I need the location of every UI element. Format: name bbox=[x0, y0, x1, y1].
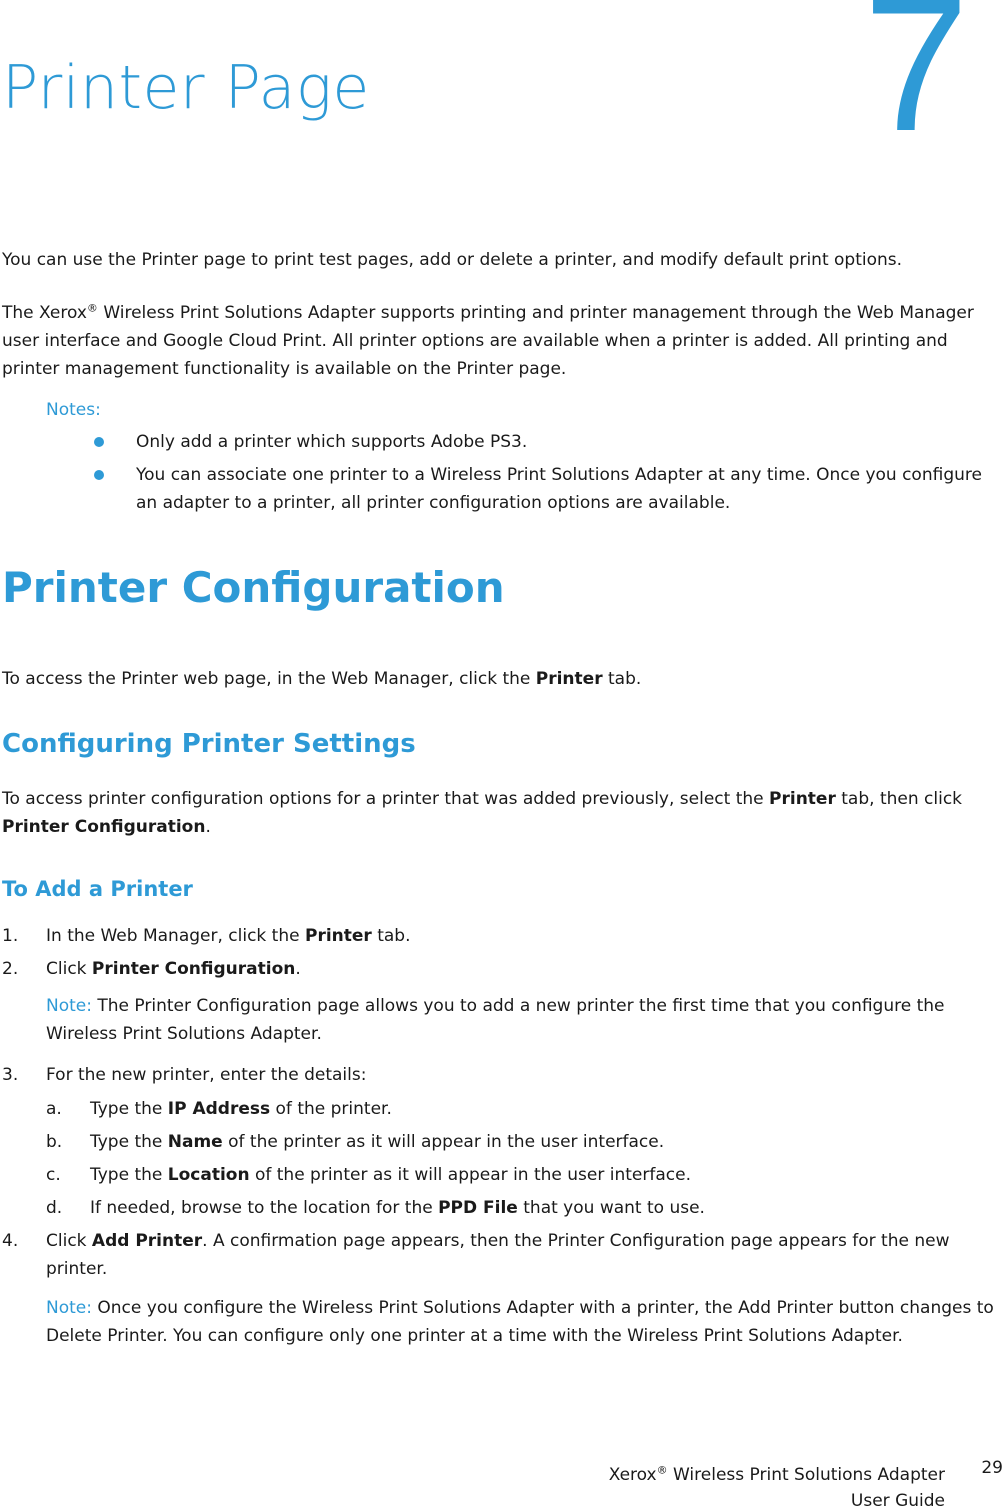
chapter-number: 7 bbox=[863, 0, 969, 171]
substep-text: Type the IP Address of the printer. bbox=[90, 1099, 392, 1119]
bullet-icon bbox=[94, 470, 104, 480]
step-note: Note: The Printer Configuration page allows you to add a new printer the first time that you configure the Wireless Print Solutions Adapter. bbox=[46, 996, 945, 1044]
substep-letter: b. bbox=[46, 1132, 63, 1152]
note-item: Only add a printer which supports Adobe PS3. bbox=[136, 432, 528, 452]
intro-paragraph-1: You can use the Printer page to print test pages, add or delete a printer, and modify default print options. bbox=[2, 250, 903, 270]
page-number: 29 bbox=[981, 1458, 1003, 1478]
step-text: Click Add Printer. A confirmation page appears, then the Printer Configuration page appears for the new printer. bbox=[46, 1231, 950, 1279]
subsection-heading-configuring-printer-settings: Configuring Printer Settings bbox=[2, 729, 416, 759]
step-text: Click Printer Configuration. bbox=[46, 959, 301, 979]
substep-letter: d. bbox=[46, 1198, 63, 1218]
chapter-title: Printer Page bbox=[2, 53, 370, 123]
substep-letter: c. bbox=[46, 1165, 61, 1185]
substep-letter: a. bbox=[46, 1099, 62, 1119]
step-number: 2. bbox=[2, 959, 19, 979]
step-number: 4. bbox=[2, 1231, 19, 1251]
step-text: For the new printer, enter the details: bbox=[46, 1065, 367, 1085]
substep-text: Type the Location of the printer as it will appear in the user interface. bbox=[90, 1165, 691, 1185]
note-item: You can associate one printer to a Wireless Print Solutions Adapter at any time. Once you configure an adapter to a printer, all printer configuration options are available. bbox=[136, 465, 982, 513]
footer-guide-line: User Guide bbox=[850, 1491, 945, 1508]
step-text: In the Web Manager, click the Printer tab. bbox=[46, 926, 411, 946]
notes-label: Notes: bbox=[46, 400, 101, 420]
footer-document-title bbox=[609, 1462, 945, 1508]
substep-text: If needed, browse to the location for the PPD File that you want to use. bbox=[90, 1198, 705, 1218]
step-number: 3. bbox=[2, 1065, 19, 1085]
printer-configuration-paragraph: To access the Printer web page, in the Web Manager, click the Printer tab. bbox=[2, 669, 642, 689]
configuring-paragraph: To access printer configuration options for a printer that was added previously, select the Printer tab, then click Printer Configuration. bbox=[2, 789, 963, 837]
substep-text: Type the Name of the printer as it will appear in the user interface. bbox=[90, 1132, 665, 1152]
footer-product-line: Xerox® Wireless Print Solutions Adapter bbox=[608, 1463, 945, 1485]
intro-paragraph-2: The Xerox® Wireless Print Solutions Adapter supports printing and printer management through the Web Manager user interface and Google Cloud Print. All printer options are available when a printer is added. All printing and printer management functionality is available on the Printer page. bbox=[2, 301, 974, 379]
procedure-heading-add-printer: To Add a Printer bbox=[2, 877, 193, 901]
step-note: Note: Once you configure the Wireless Print Solutions Adapter with a printer, the Add Printer button changes to Delete Printer. You can configure only one printer at a time with the Wireless Print Solutions Adapter. bbox=[46, 1298, 994, 1346]
step-number: 1. bbox=[2, 926, 19, 946]
bullet-icon bbox=[94, 437, 104, 447]
section-heading-printer-configuration: Printer Configuration bbox=[2, 563, 505, 612]
